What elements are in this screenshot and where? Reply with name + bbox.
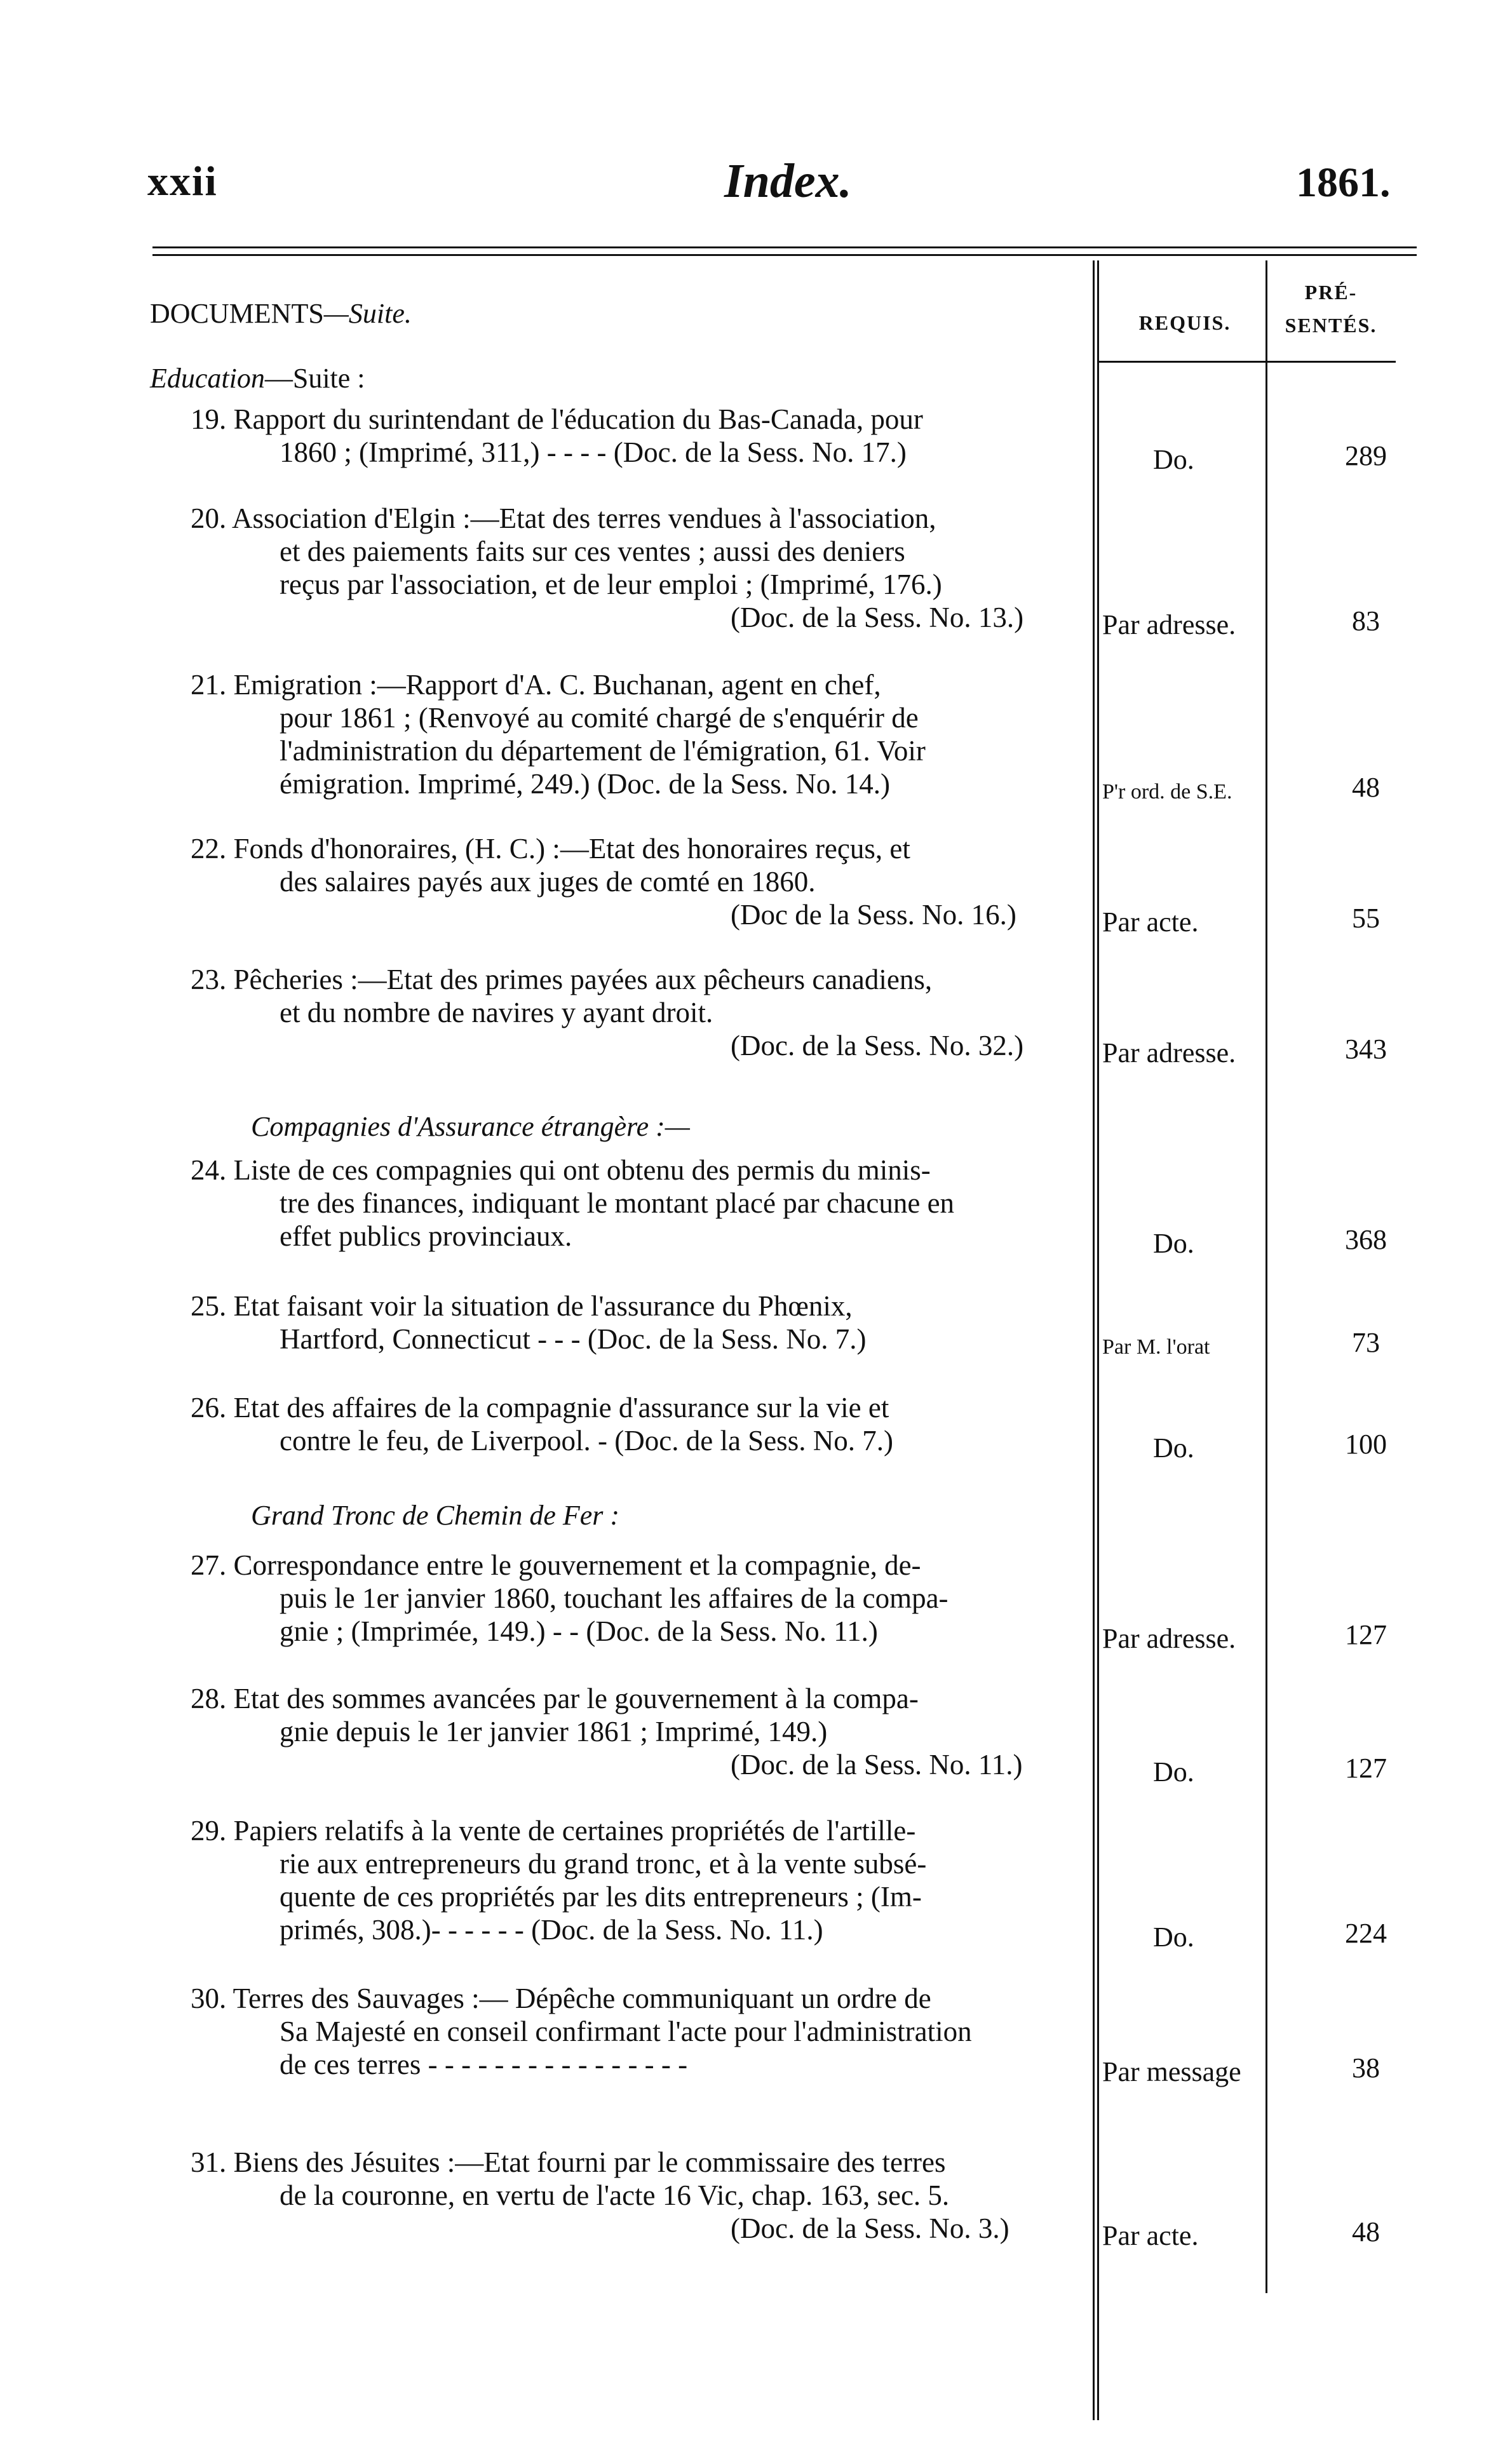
- entry-presentes: 368: [1345, 1224, 1387, 1255]
- entry-presentes: 48: [1352, 2216, 1380, 2247]
- entry-line: Hartford, Connecticut - - - (Doc. de la Sess. No. 7.): [280, 1323, 867, 1355]
- entry-requis: Par acte.: [1102, 906, 1199, 938]
- entry-line: 29. Papiers relatifs à la vente de certaines propriétés de l'artille-: [191, 1815, 916, 1847]
- entry-requis: Do.: [1153, 1228, 1194, 1259]
- entry-requis: Par adresse.: [1102, 1623, 1236, 1654]
- entry-presentes: 343: [1345, 1033, 1387, 1065]
- entry-presentes: 289: [1345, 440, 1387, 471]
- entry-line: 22. Fonds d'honoraires, (H. C.) :—Etat des honoraires reçus, et: [191, 833, 910, 865]
- section-title: [150, 297, 412, 330]
- entry-line: (Doc. de la Sess. No. 3.): [731, 2212, 1009, 2244]
- page-year: 1861.: [1296, 159, 1391, 206]
- entry-line: de ces terres - - - - - - - - - - - - - - - -: [280, 2049, 688, 2080]
- entry-line: tre des finances, indiquant le montant placé par chacune en: [280, 1187, 955, 1219]
- entry-line: puis le 1er janvier 1860, touchant les affaires de la compa-: [280, 1582, 948, 1614]
- entry-line: (Doc de la Sess. No. 16.): [731, 899, 1016, 931]
- entry-line: et du nombre de navires y ayant droit.: [280, 997, 713, 1028]
- entry-line: gnie ; (Imprimée, 149.) - - (Doc. de la Sess. No. 11.): [280, 1615, 878, 1647]
- entry-line: (Doc. de la Sess. No. 32.): [731, 1030, 1024, 1061]
- entry-line: l'administration du département de l'émigration, 61. Voir: [280, 735, 926, 767]
- entry-line: 26. Etat des affaires de la compagnie d'assurance sur la vie et: [191, 1392, 889, 1424]
- entry-requis: Par adresse.: [1102, 609, 1236, 640]
- entry-line: effet publics provinciaux.: [280, 1220, 572, 1252]
- entry-requis: Par acte.: [1102, 2220, 1199, 2251]
- entry-requis: P'r ord. de S.E.: [1102, 780, 1232, 804]
- section-title-text: DOCUMENTS: [150, 298, 324, 329]
- entry-requis: Par adresse.: [1102, 1037, 1236, 1068]
- entry-line: rie aux entrepreneurs du grand tronc, et à la vente subsé-: [280, 1848, 927, 1880]
- entry-line: 28. Etat des sommes avancées par le gouvernement à la compa-: [191, 1683, 919, 1714]
- entry-line: pour 1861 ; (Renvoyé au comité chargé de s'enquérir de: [280, 702, 919, 734]
- section-title-suffix: —Suite.: [323, 298, 412, 329]
- group-heading-grand-tronc: Grand Tronc de Chemin de Fer :: [251, 1500, 620, 1531]
- entry-line: 20. Association d'Elgin :—Etat des terres vendues à l'association,: [191, 502, 936, 534]
- entry-line: contre le feu, de Liverpool. - (Doc. de la Sess. No. 7.): [280, 1425, 893, 1457]
- entry-requis: Par M. l'orat: [1102, 1335, 1210, 1359]
- header-rule-bottom: [152, 254, 1417, 256]
- entry-line: 21. Emigration :—Rapport d'A. C. Buchanan, agent en chef,: [191, 669, 881, 701]
- entry-requis: Do.: [1153, 444, 1194, 475]
- entry-requis: Do.: [1153, 1922, 1194, 1953]
- subsection-title-suffix: —Suite :: [264, 363, 365, 394]
- entry-presentes: 73: [1352, 1327, 1380, 1358]
- entry-line: (Doc. de la Sess. No. 13.): [731, 602, 1024, 633]
- entry-presentes: 83: [1352, 605, 1380, 636]
- entry-presentes: 100: [1345, 1429, 1387, 1460]
- entry-line: 23. Pêcheries :—Etat des primes payées aux pêcheurs canadiens,: [191, 964, 933, 995]
- entry-requis: Do.: [1153, 1756, 1194, 1787]
- entry-line: (Doc. de la Sess. No. 11.): [731, 1749, 1023, 1781]
- subsection-title: [150, 362, 365, 394]
- column-divider-requis: [1093, 260, 1095, 2420]
- entry-presentes: 127: [1345, 1619, 1387, 1650]
- column-header-presentes-2: SENTÉS.: [1285, 314, 1377, 337]
- entry-line: reçus par l'association, et de leur emploi ; (Imprimé, 176.): [280, 569, 942, 600]
- entry-line: 27. Correspondance entre le gouvernement et la compagnie, de-: [191, 1549, 921, 1581]
- entry-line: Sa Majesté en conseil confirmant l'acte pour l'administration: [280, 2016, 972, 2047]
- entry-line: gnie depuis le 1er janvier 1861 ; Imprimé, 149.): [280, 1716, 828, 1747]
- entry-line: émigration. Imprimé, 249.) (Doc. de la Sess. No. 14.): [280, 768, 891, 800]
- column-header-requis: REQUIS.: [1138, 311, 1231, 334]
- entry-line: 24. Liste de ces compagnies qui ont obtenu des permis du minis-: [191, 1154, 931, 1186]
- column-divider-requis-double: [1097, 260, 1099, 2420]
- entry-line: quente de ces propriétés par les dits entrepreneurs ; (Im-: [280, 1881, 922, 1913]
- entry-line: 25. Etat faisant voir la situation de l'assurance du Phœnix,: [191, 1290, 853, 1322]
- group-heading-assurance: Compagnies d'Assurance étrangère :—: [251, 1111, 690, 1142]
- entry-presentes: 48: [1352, 772, 1380, 803]
- page-number: xxii: [147, 158, 218, 205]
- page-title: Index.: [724, 154, 852, 208]
- entry-line: de la couronne, en vertu de l'acte 16 Vic, chap. 163, sec. 5.: [280, 2179, 950, 2211]
- header-rule-top: [152, 246, 1417, 248]
- entry-line: primés, 308.)- - - - - - (Doc. de la Sess. No. 11.): [280, 1914, 823, 1946]
- column-header-rule: [1097, 361, 1396, 363]
- entry-presentes: 38: [1352, 2052, 1380, 2084]
- entry-line: 19. Rapport du surintendant de l'éducation du Bas-Canada, pour: [191, 403, 923, 435]
- entry-requis: Par message: [1102, 2056, 1241, 2087]
- entry-presentes: 224: [1345, 1918, 1387, 1949]
- column-header-presentes-1: PRÉ-: [1304, 281, 1358, 304]
- entry-line: 30. Terres des Sauvages :— Dépêche communiquant un ordre de: [191, 1983, 931, 2014]
- column-divider-presentes: [1266, 260, 1267, 2293]
- entry-requis: Do.: [1153, 1432, 1194, 1464]
- entry-line: 1860 ; (Imprimé, 311,) - - - - (Doc. de la Sess. No. 17.): [280, 436, 907, 468]
- subsection-title-text: Education: [150, 363, 265, 394]
- entry-presentes: 55: [1352, 903, 1380, 934]
- entry-presentes: 127: [1345, 1753, 1387, 1784]
- entry-line: des salaires payés aux juges de comté en 1860.: [280, 866, 816, 898]
- entry-line: 31. Biens des Jésuites :—Etat fourni par le commissaire des terres: [191, 2146, 946, 2178]
- entry-line: et des paiements faits sur ces ventes ; aussi des deniers: [280, 535, 905, 567]
